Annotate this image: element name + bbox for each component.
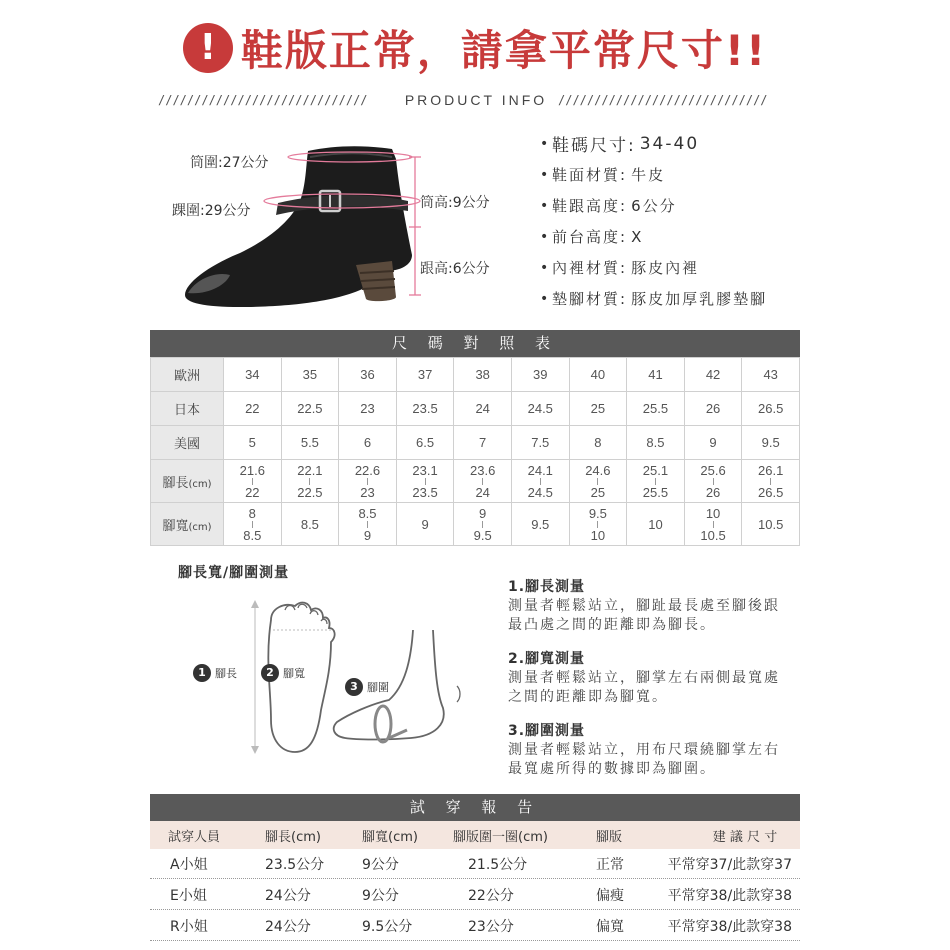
step-length xyxy=(508,578,808,635)
trial-cell: 22公分 xyxy=(468,887,514,904)
size-range xyxy=(397,464,454,499)
range-divider xyxy=(770,478,771,485)
trial-cell: E小姐 xyxy=(170,887,207,904)
trial-header-cell: 腳寬(cm) xyxy=(362,829,418,845)
trial-header-cell: 腳長(cm) xyxy=(265,829,321,845)
foot-measure-diagram xyxy=(185,590,505,765)
spec-item xyxy=(540,159,820,190)
size-row-jp xyxy=(151,392,800,426)
size-cell: 35 xyxy=(281,358,339,392)
badge-label: 腳寬 xyxy=(283,667,305,680)
badge-number: 2 xyxy=(261,664,279,682)
measure-steps xyxy=(508,578,808,794)
size-cell: 23 xyxy=(339,392,397,426)
size-cell xyxy=(627,503,685,546)
range-value: 22.6 xyxy=(354,462,381,478)
size-cell: 9 xyxy=(684,426,742,460)
size-cell: 8.5 xyxy=(627,426,685,460)
size-cell xyxy=(627,460,685,503)
range-value: 26.1 xyxy=(758,462,784,478)
trial-cell: 24公分 xyxy=(265,918,311,935)
size-range xyxy=(282,518,339,531)
range-value: 25.1 xyxy=(642,462,669,478)
bullet-icon: • xyxy=(540,228,551,245)
shaft-height-label: 筒高:9公分 xyxy=(420,195,490,211)
badge-width xyxy=(261,664,305,682)
size-range xyxy=(339,464,396,499)
size-cell: 34 xyxy=(224,358,282,392)
trial-cell: 平常穿37/此款穿37 xyxy=(667,856,792,873)
size-cell: 25 xyxy=(569,392,627,426)
range-value: 25 xyxy=(590,484,606,500)
range-value: 8 xyxy=(248,505,256,521)
divider-slashes-left: ///////////////////////////// xyxy=(158,93,368,107)
size-range xyxy=(512,464,569,499)
size-range xyxy=(742,518,799,531)
size-cell: 6 xyxy=(339,426,397,460)
size-cell: 5.5 xyxy=(281,426,339,460)
bullet-icon: • xyxy=(540,166,551,183)
spec-value: 34-40 xyxy=(639,133,700,154)
range-value: 9.5 xyxy=(588,505,607,521)
range-value: 23.5 xyxy=(412,484,438,500)
spec-label: 墊腳材質: xyxy=(552,290,628,308)
size-table-title: 尺 碼 對 照 表 xyxy=(150,330,800,357)
size-cell: 26 xyxy=(684,392,742,426)
size-range xyxy=(627,518,684,531)
size-cell xyxy=(339,460,397,503)
size-cell xyxy=(281,460,339,503)
size-cell: 7 xyxy=(454,426,512,460)
trial-cell: R小姐 xyxy=(170,918,208,935)
trial-cell: 21.5公分 xyxy=(468,856,528,873)
size-row-us xyxy=(151,426,800,460)
row-header-label: 腳長 xyxy=(162,475,189,491)
range-value: 24 xyxy=(475,484,490,500)
badge-circumference xyxy=(345,678,389,696)
spec-value: X xyxy=(631,227,644,246)
size-cell xyxy=(511,503,569,546)
size-range xyxy=(570,507,627,542)
spec-value: 6公分 xyxy=(631,197,677,215)
size-cell xyxy=(569,460,627,503)
range-value: 9 xyxy=(479,505,487,521)
trial-header-cell: 建 議 尺 寸 xyxy=(712,829,778,845)
range-value: 22 xyxy=(245,484,260,500)
size-cell xyxy=(569,503,627,546)
size-cell: 8 xyxy=(569,426,627,460)
product-info-rule xyxy=(158,90,794,110)
measure-title: 腳長寬/腳圍測量 xyxy=(178,565,290,581)
range-value: 10.5 xyxy=(700,527,726,543)
product-info-title: PRODUCT INFO xyxy=(404,92,548,108)
range-divider xyxy=(425,478,426,485)
badge-length xyxy=(193,664,237,682)
trial-cell: 平常穿38/此款穿38 xyxy=(667,887,792,904)
range-value: 9.5 xyxy=(531,516,550,532)
range-divider xyxy=(252,521,253,528)
spec-item xyxy=(540,128,820,159)
row-header: 歐洲 xyxy=(151,358,224,392)
exclamation-icon: ! xyxy=(183,23,233,73)
size-cell xyxy=(454,460,512,503)
divider-slashes-right: ///////////////////////////// xyxy=(558,93,768,107)
size-range xyxy=(512,518,569,531)
size-range xyxy=(742,464,799,499)
size-range xyxy=(339,507,396,542)
heel-height-label: 跟高:6公分 xyxy=(420,261,490,277)
range-value: 26.5 xyxy=(758,484,784,500)
range-divider xyxy=(367,521,368,528)
size-cell xyxy=(339,503,397,546)
range-divider xyxy=(540,478,541,485)
size-cell: 38 xyxy=(454,358,512,392)
size-cell: 43 xyxy=(742,358,800,392)
size-table xyxy=(150,357,800,546)
trial-row xyxy=(150,880,800,910)
size-cell: 24 xyxy=(454,392,512,426)
size-cell: 41 xyxy=(627,358,685,392)
spec-list xyxy=(540,128,820,314)
size-cell xyxy=(396,460,454,503)
range-value: 21.6 xyxy=(239,462,265,478)
spec-label: 鞋跟高度: xyxy=(552,197,628,215)
bullet-icon: • xyxy=(540,135,551,152)
trial-cell: 9公分 xyxy=(362,856,399,873)
spec-value: 豚皮內裡 xyxy=(631,259,700,277)
trial-cell: 23.5公分 xyxy=(265,856,325,873)
range-divider xyxy=(655,478,656,485)
size-cell xyxy=(684,460,742,503)
range-divider xyxy=(252,478,253,485)
step-text-line: 最寬處所得的數據即為腳圍。 xyxy=(508,761,716,777)
trial-report-title: 試 穿 報 告 xyxy=(150,794,800,821)
bullet-icon: • xyxy=(540,259,551,276)
size-cell xyxy=(454,503,512,546)
spec-item xyxy=(540,252,820,283)
trial-header-row xyxy=(150,821,800,849)
size-row-foot-width xyxy=(151,503,800,546)
size-cell: 9.5 xyxy=(742,426,800,460)
range-divider xyxy=(713,478,714,485)
size-cell: 5 xyxy=(224,426,282,460)
size-cell: 6.5 xyxy=(396,426,454,460)
trial-cell: 平常穿38/此款穿38 xyxy=(667,918,792,935)
size-cell xyxy=(281,503,339,546)
range-value: 23.1 xyxy=(412,462,438,478)
trial-cell: 偏瘦 xyxy=(596,887,624,904)
range-value: 23 xyxy=(360,484,375,500)
size-row-foot-length xyxy=(151,460,800,503)
size-cell: 26.5 xyxy=(742,392,800,426)
range-divider xyxy=(482,478,483,485)
range-divider xyxy=(597,521,598,528)
spec-value: 牛皮 xyxy=(631,166,666,184)
range-divider xyxy=(367,478,368,485)
trial-cell: 正常 xyxy=(596,856,624,873)
size-cell: 7.5 xyxy=(511,426,569,460)
size-range xyxy=(282,464,339,499)
size-cell: 40 xyxy=(569,358,627,392)
badge-number: 3 xyxy=(345,678,363,696)
size-range xyxy=(224,507,281,542)
range-value: 10 xyxy=(648,516,663,532)
step-title: 3.腳圍測量 xyxy=(508,723,586,739)
trial-cell: 9公分 xyxy=(362,887,399,904)
row-header-unit: (cm) xyxy=(188,521,212,533)
step-text-line: 最凸處之間的距離即為腳長。 xyxy=(508,617,716,633)
size-cell xyxy=(684,503,742,546)
range-value: 9 xyxy=(421,516,429,532)
size-cell xyxy=(396,503,454,546)
size-cell xyxy=(742,503,800,546)
trial-header-cell: 腳版圍一圈(cm) xyxy=(453,829,548,845)
size-cell xyxy=(224,503,282,546)
spec-label: 鞋碼尺寸: xyxy=(552,136,636,156)
size-range xyxy=(397,518,454,531)
range-value: 24.1 xyxy=(527,462,553,478)
shoe-diagram xyxy=(160,125,520,325)
size-cell: 22 xyxy=(224,392,282,426)
range-value: 22.5 xyxy=(297,484,323,500)
range-value: 25.6 xyxy=(700,462,726,478)
spec-item xyxy=(540,190,820,221)
range-divider xyxy=(597,478,598,485)
size-range xyxy=(685,507,742,542)
trial-row xyxy=(150,911,800,941)
step-text-line: 測量者輕鬆站立，腳趾最長處至腳後跟 xyxy=(508,598,780,614)
size-cell: 24.5 xyxy=(511,392,569,426)
size-cell xyxy=(742,460,800,503)
size-range xyxy=(224,464,281,499)
row-header xyxy=(151,503,224,546)
step-circumference xyxy=(508,722,808,779)
spec-value: 豚皮加厚乳膠墊腳 xyxy=(631,290,768,308)
row-header: 美國 xyxy=(151,426,224,460)
row-header-label: 腳寬 xyxy=(162,518,189,534)
row-header-unit: (cm) xyxy=(188,478,212,490)
size-cell: 37 xyxy=(396,358,454,392)
spec-label: 內裡材質: xyxy=(552,259,628,277)
size-range xyxy=(627,464,684,499)
size-cell: 42 xyxy=(684,358,742,392)
badge-number: 1 xyxy=(193,664,211,682)
trial-header-cell: 腳版 xyxy=(596,829,623,845)
trial-cell: A小姐 xyxy=(170,856,208,873)
step-text-line: 測量者輕鬆站立，腳掌左右兩側最寬處 xyxy=(508,670,780,686)
range-value: 23.6 xyxy=(470,462,496,478)
trial-row xyxy=(150,849,800,879)
ankle-circumference-label: 踝圍:29公分 xyxy=(172,203,251,219)
step-title: 2.腳寬測量 xyxy=(508,651,586,667)
trial-cell: 9.5公分 xyxy=(362,918,413,935)
size-cell: 22.5 xyxy=(281,392,339,426)
trial-cell: 23公分 xyxy=(468,918,514,935)
range-value: 10 xyxy=(705,505,721,521)
spec-label: 鞋面材質: xyxy=(552,166,628,184)
size-cell xyxy=(224,460,282,503)
trial-cell: 24公分 xyxy=(265,887,311,904)
size-range xyxy=(454,464,511,499)
size-range xyxy=(570,464,627,499)
range-divider xyxy=(309,478,310,485)
range-value: 24.5 xyxy=(527,484,553,500)
size-cell: 39 xyxy=(511,358,569,392)
range-value: 8.5 xyxy=(243,527,262,543)
size-row-eu xyxy=(151,358,800,392)
range-value: 10 xyxy=(590,527,606,543)
headline-text: 鞋版正常，請拿平常尺寸!! xyxy=(240,26,768,75)
range-value: 22.1 xyxy=(297,462,323,478)
range-divider xyxy=(482,521,483,528)
shaft-circumference-label: 筒圍:27公分 xyxy=(190,155,269,171)
spec-item xyxy=(540,221,820,252)
size-range xyxy=(685,464,742,499)
size-cell xyxy=(511,460,569,503)
trial-cell: 偏寬 xyxy=(596,918,624,935)
spec-item xyxy=(540,283,820,314)
step-text-line: 之間的距離即為腳寬。 xyxy=(508,689,668,705)
badge-label: 腳長 xyxy=(215,667,237,680)
step-width xyxy=(508,650,808,707)
bullet-icon: • xyxy=(540,290,551,307)
range-value: 24.6 xyxy=(585,462,611,478)
badge-label: 腳圍 xyxy=(367,681,389,694)
trial-header-cell: 試穿人員 xyxy=(168,829,221,845)
range-value: 9.5 xyxy=(473,527,492,543)
row-header xyxy=(151,460,224,503)
size-cell: 25.5 xyxy=(627,392,685,426)
range-value: 8.5 xyxy=(358,505,377,521)
step-title: 1.腳長測量 xyxy=(508,579,586,595)
size-cell: 36 xyxy=(339,358,397,392)
spec-label: 前台高度: xyxy=(552,228,628,246)
size-cell: 23.5 xyxy=(396,392,454,426)
range-value: 26 xyxy=(705,484,721,500)
range-value: 8.5 xyxy=(300,516,319,532)
range-divider xyxy=(713,521,714,528)
bullet-icon: • xyxy=(540,197,551,214)
headline xyxy=(0,18,950,78)
range-value: 10.5 xyxy=(758,516,784,532)
range-value: 25.5 xyxy=(642,484,669,500)
size-range xyxy=(454,507,511,542)
row-header: 日本 xyxy=(151,392,224,426)
step-text-line: 測量者輕鬆站立，用布尺環繞腳掌左右 xyxy=(508,742,780,758)
range-value: 9 xyxy=(363,527,372,543)
